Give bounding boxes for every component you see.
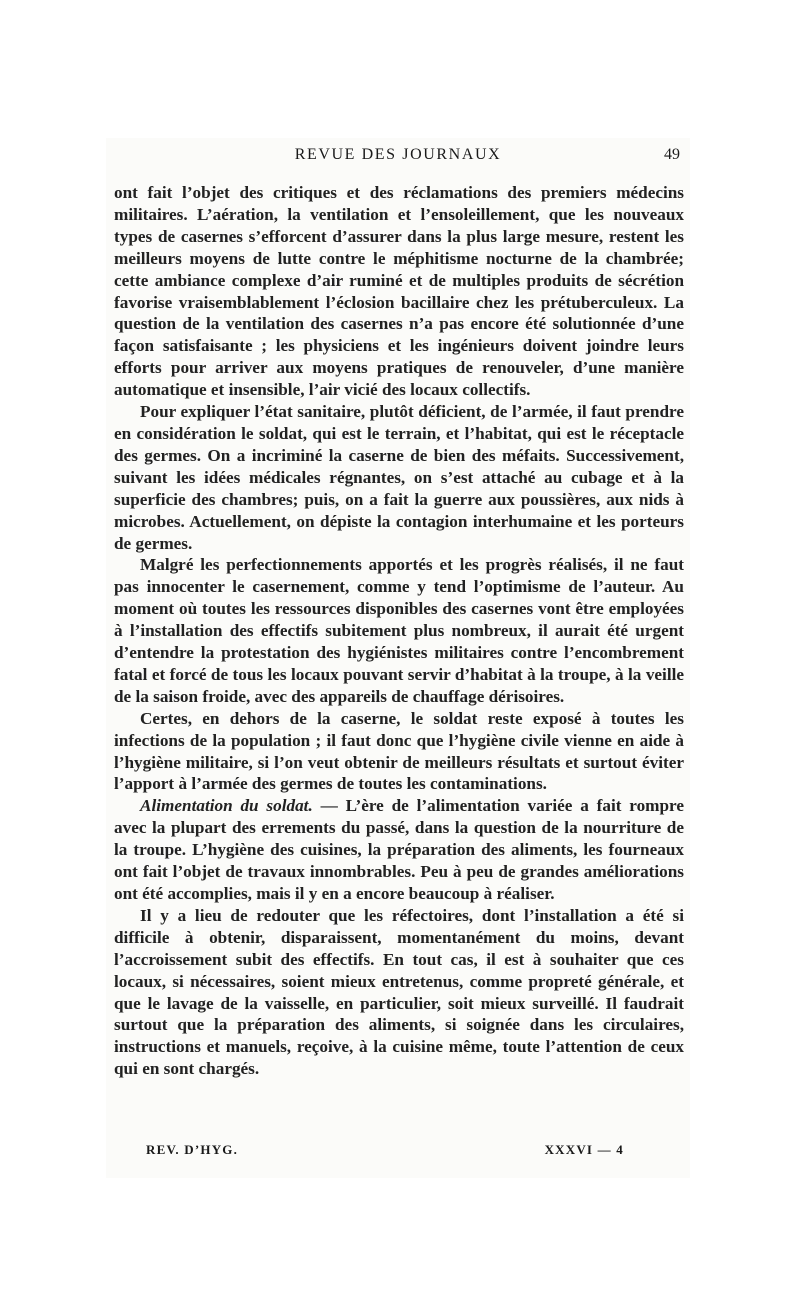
page-number: 49 [664, 146, 680, 163]
page-footer [106, 1142, 690, 1164]
running-title: REVUE DES JOURNAUX [294, 146, 502, 163]
paragraph-6: Il y a lieu de redouter que les réfectoires, dont l’installation a été si difficile à obtenir, disparaissent, momentanément du moins, devant l’accroissement subit des effectifs. En tout cas, il est à souhaiter que ces locaux, si nécessaires, soient mieux entretenus, comme propreté générale, et que le lavage de la vaisselle, en particulier, soit mieux surveillé. Il faudrait surtout que la préparation des aliments, si soignée dans les circulaires, instructions et manuels, reçoive, à la cuisine même, toute l’attention de ceux qui en sont chargés. [114, 905, 684, 1079]
paragraph-5-text: — L’ère de l’alimentation variée a fait rompre avec la plupart des errements du passé, dans la question de la nourriture de la troupe. L’hygiène des cuisines, la préparation des aliments, les fourneaux ont fait l’objet de travaux innombrables. Peu à peu de grandes améliorations ont été accomplies, mais il y en a encore beaucoup à réaliser. [114, 796, 684, 903]
article-body [114, 182, 684, 1080]
signature-mark: XXXVI — 4 [544, 1142, 624, 1157]
paragraph-2: Pour expliquer l’état sanitaire, plutôt déficient, de l’armée, il faut prendre en considération le soldat, qui est le terrain, et l’habitat, qui est le réceptacle des germes. On a incriminé la caserne de bien des méfaits. Successivement, suivant les idées médicales régnantes, on s’est attaché au cubage et à la superficie des chambres; puis, on a fait la guerre aux poussières, aux nids à microbes. Actuellement, on dépiste la contagion interhumaine et les porteurs de germes. [114, 402, 684, 553]
paragraph-1: ont fait l’objet des critiques et des réclamations des premiers médecins militaires. L’aération, la ventilation et l’ensoleillement, que les nouveaux types de casernes s’efforcent d’assurer dans la plus large mesure, restent les meilleurs moyens de lutte contre le méphitisme nocturne de la chambrée; cette ambiance complexe d’air ruminé et de multiples produits de sécrétion favorise vraisemblablement l’éclosion bacillaire chez les prétuberculeux. La question de la ventilation des casernes n’a pas encore été solutionnée d’une façon satisfaisante ; les physiciens et les ingénieurs doivent joindre leurs efforts pour arriver aux moyens pratiques de renouveler, d’une manière automatique et insensible, l’air vicié des locaux collectifs. [114, 183, 684, 400]
paragraph-4: Certes, en dehors de la caserne, le soldat reste exposé à toutes les infections de la population ; il faut donc que l’hygiène civile vienne en aide à l’hygiène militaire, si l’on veut obtenir de meilleurs résultats et surtout éviter l’apport à l’armée des germes de toutes les contaminations. [114, 708, 684, 794]
paragraph-3: Malgré les perfectionnements apportés et les progrès réalisés, il ne faut pas innocenter le casernement, comme y tend l’optimisme de l’auteur. Au moment où toutes les ressources disponibles des casernes vont être employées à l’installation des effectifs subitement plus nombreux, il aurait été urgent d’entendre la protestation des hygiénistes militaires contre l’encombrement fatal et forcé de tous les locaux pouvant servir d’habitat à la troupe, à la veille de la saison froide, avec des appareils de chauffage dérisoires. [114, 555, 684, 706]
journal-abbreviation: REV. D’HYG. [146, 1142, 239, 1157]
paragraph-5 [114, 795, 684, 905]
page-header [106, 146, 690, 168]
page-sheet [106, 138, 690, 1178]
section-heading: Alimentation du soldat. [140, 796, 313, 816]
